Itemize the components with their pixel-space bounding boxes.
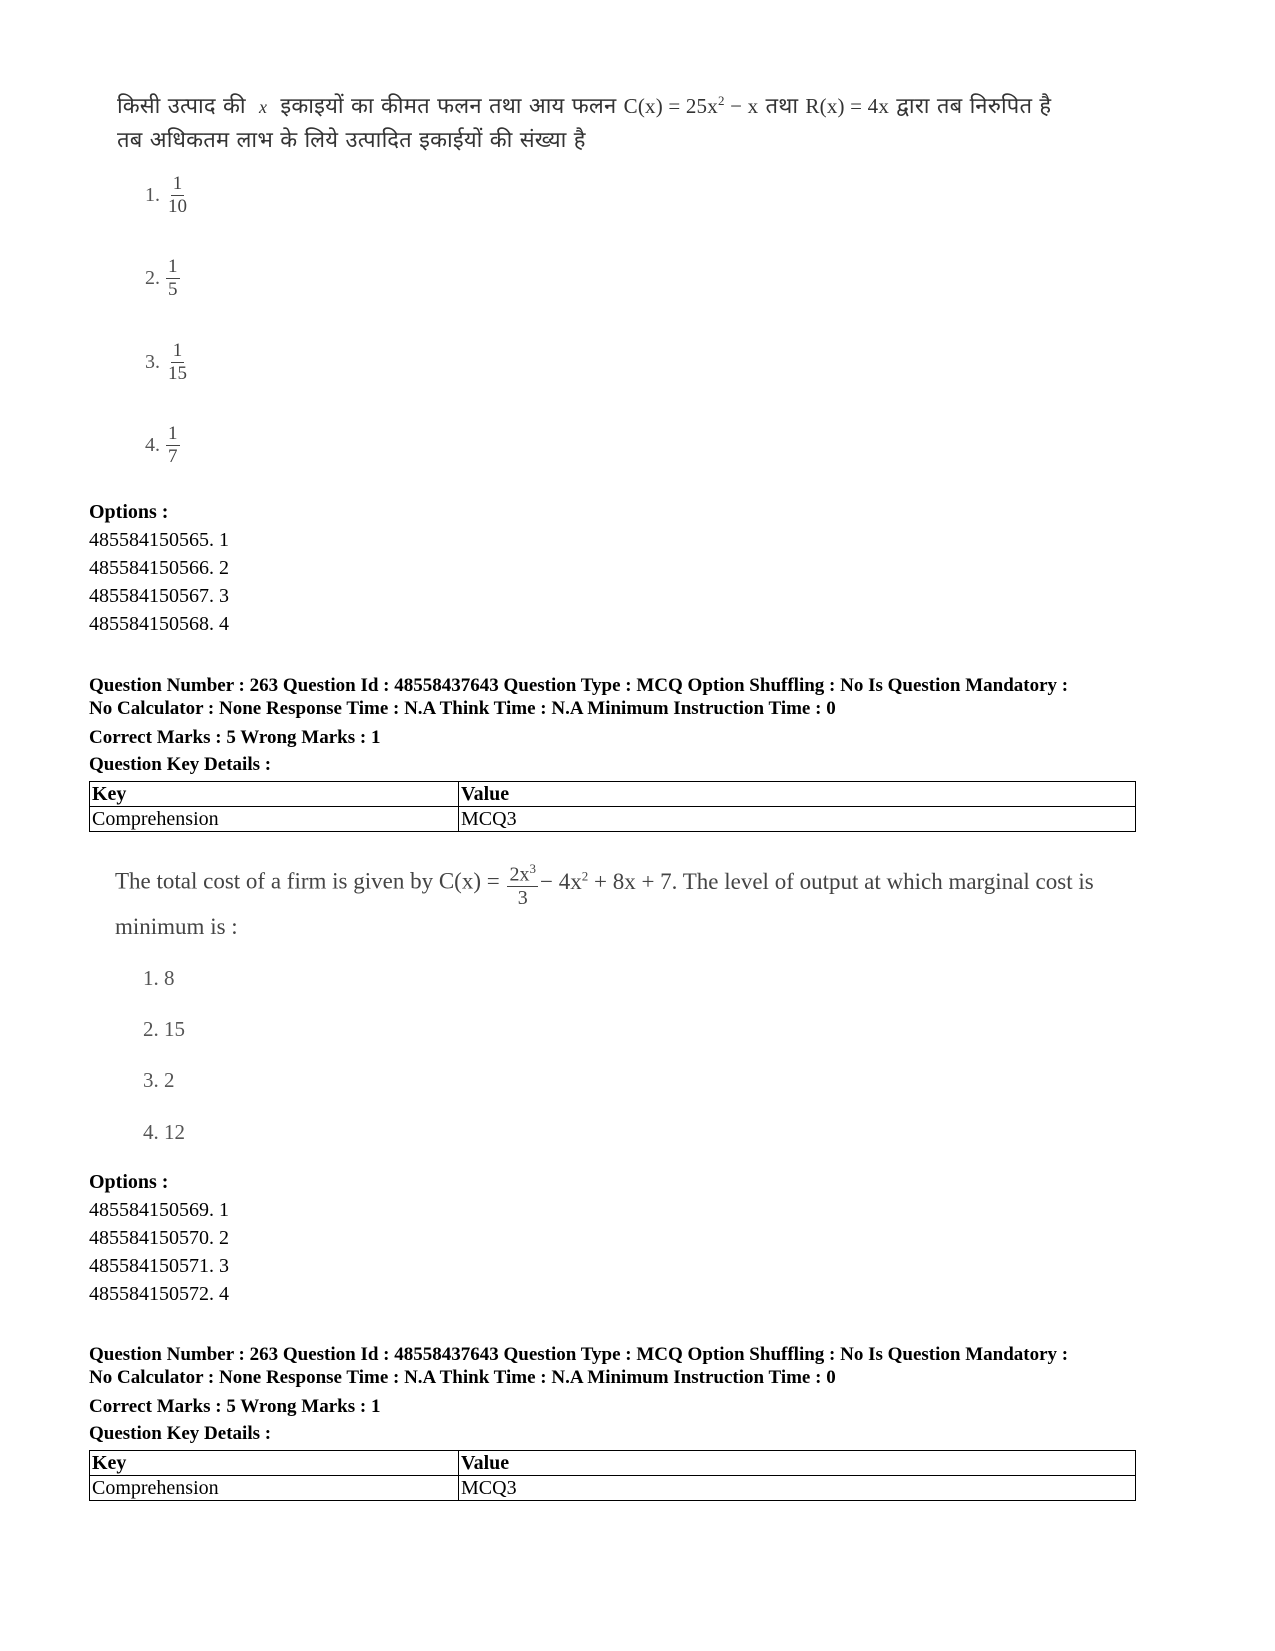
marks-line: Correct Marks : 5 Wrong Marks : 1 <box>89 727 381 748</box>
option-id: 485584150572. 4 <box>89 1283 229 1305</box>
q2-text-part: The total cost of a firm is given by C(x) = <box>115 868 500 894</box>
meta-line: Question Number : 263 Question Id : 48558437643 Question Type : MCQ Option Shuffling : No Is Question Mandatory : <box>89 675 1069 696</box>
q1-variable: x <box>258 97 268 117</box>
q2-text-line2: minimum is : <box>115 914 238 939</box>
q1-revenue-function: R(x) = 4x <box>805 94 890 118</box>
q1-text-part: तथा <box>765 94 799 119</box>
key-details-table <box>89 1450 1136 1501</box>
question-2-text <box>115 858 1115 909</box>
table-cell-value: MCQ3 <box>459 1476 1136 1501</box>
key-details-table <box>89 781 1136 832</box>
table-cell-key: Comprehension <box>90 1476 459 1501</box>
q1-options-block <box>89 498 229 638</box>
options-title: Options : <box>89 501 169 523</box>
marks-line: Correct Marks : 5 Wrong Marks : 1 <box>89 1396 381 1417</box>
question-meta-1 <box>89 674 1189 832</box>
meta-line: Question Number : 263 Question Id : 48558437643 Question Type : MCQ Option Shuffling : No Is Question Mandatory : <box>89 1344 1069 1365</box>
option-id: 485584150566. 2 <box>89 557 229 579</box>
q1-choice-1: 1. $\frac{1}{10}$ <box>145 173 187 217</box>
q1-choice-4: 4. $\frac{1}{7}$ <box>145 423 178 467</box>
table-header-key: Key <box>90 782 459 807</box>
meta-line: No Calculator : None Response Time : N.A Think Time : N.A Minimum Instruction Time : 0 <box>89 698 836 719</box>
q1-text-part: द्वारा तब निरुपित है <box>896 94 1052 119</box>
key-details-title: Question Key Details : <box>89 1423 272 1444</box>
q1-text-part: इकाइयों का कीमत फलन तथा आय फलन <box>280 94 617 119</box>
q2-text-part: − $4x^2 + 8x + 7$. The level of output at which marginal cost is <box>539 867 1094 894</box>
question-1-text <box>117 84 1117 158</box>
q2-choice-2: 2. 15 <box>143 1017 185 1041</box>
table-cell-key: Comprehension <box>90 807 459 832</box>
q2-options-block <box>89 1168 229 1308</box>
q2-choice-1: 1. 8 <box>143 966 175 990</box>
option-id: 485584150568. 4 <box>89 613 229 635</box>
option-id: 485584150565. 1 <box>89 529 229 551</box>
table-cell-value: MCQ3 <box>459 807 1136 832</box>
table-header-value: Value <box>459 1451 1136 1476</box>
q2-fraction: $\frac{2x^3}{3}$ <box>507 858 538 909</box>
q1-text-part: किसी उत्पाद की <box>117 94 246 119</box>
q1-text-line2: तब अधिकतम लाभ के लिये उत्पादित इकाईयों की संख्या है <box>117 128 586 153</box>
q2-choice-3: 3. 2 <box>143 1068 175 1092</box>
q1-cost-function: $C(x) = 25x^2 - x$ <box>623 93 759 118</box>
options-title: Options : <box>89 1171 169 1193</box>
q2-choice-4: 4. 12 <box>143 1120 185 1144</box>
option-id: 485584150571. 3 <box>89 1255 229 1277</box>
option-id: 485584150569. 1 <box>89 1199 229 1221</box>
meta-line: No Calculator : None Response Time : N.A Think Time : N.A Minimum Instruction Time : 0 <box>89 1367 836 1388</box>
option-id: 485584150567. 3 <box>89 585 229 607</box>
option-id: 485584150570. 2 <box>89 1227 229 1249</box>
key-details-title: Question Key Details : <box>89 754 272 775</box>
q1-choice-3: 3. $\frac{1}{15}$ <box>145 340 187 384</box>
question-meta-2 <box>89 1343 1189 1501</box>
q1-choice-2: 2. $\frac{1}{5}$ <box>145 256 178 300</box>
table-header-value: Value <box>459 782 1136 807</box>
table-header-key: Key <box>90 1451 459 1476</box>
